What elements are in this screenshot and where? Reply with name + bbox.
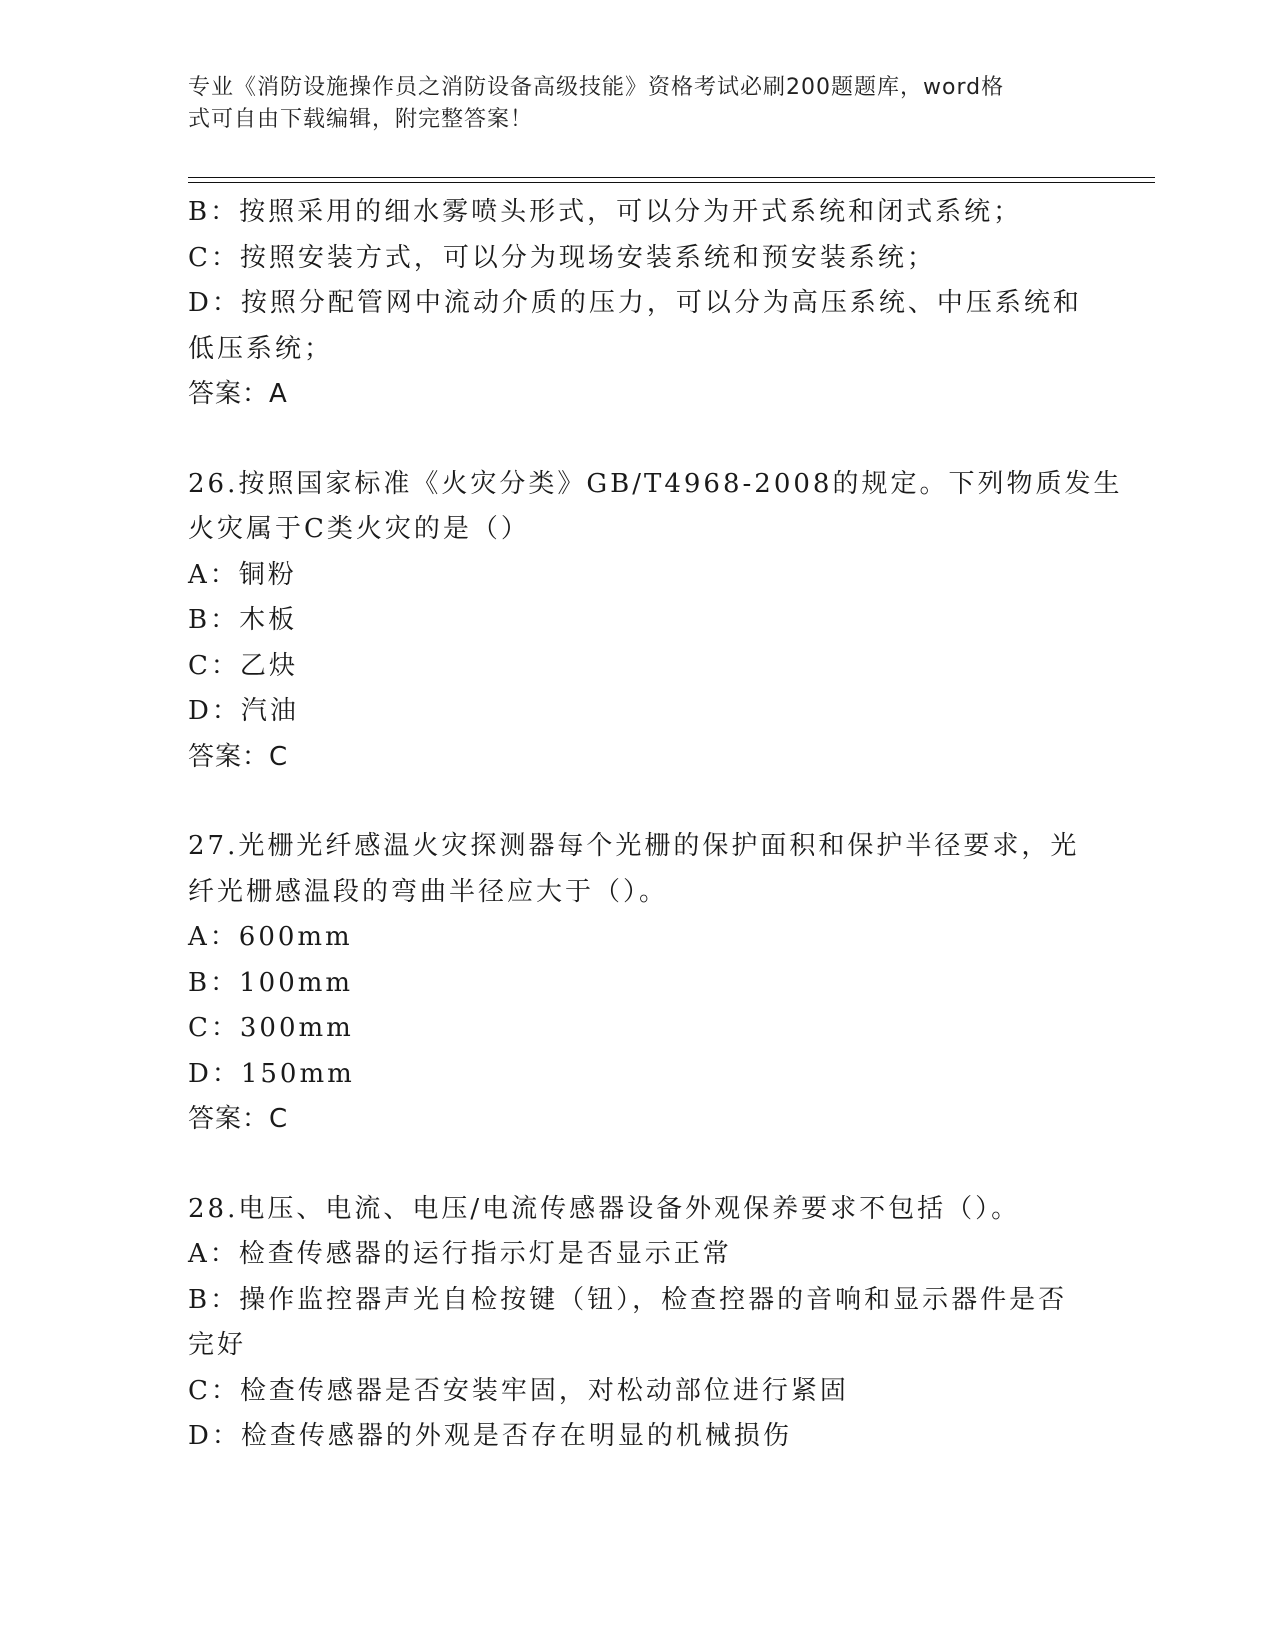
q25-option-d-line-2: 低压系统；	[188, 333, 334, 364]
q28-stem: 28.电压、电流、电压/电流传感器设备外观保养要求不包括（）。	[188, 1193, 1021, 1224]
q28-option-a: A：检查传感器的运行指示灯是否显示正常	[188, 1239, 732, 1269]
page-header	[188, 72, 1068, 136]
q25-answer: 答案：A	[188, 379, 288, 409]
q26-option-c: C：乙炔	[188, 650, 298, 681]
question-27	[188, 824, 1088, 1143]
q27-stem-line-1: 27.光栅光纤感温火灾探测器每个光栅的保护面积和保护半径要求，光	[188, 831, 1080, 861]
question-list	[188, 190, 1123, 1460]
header-rule-bottom	[188, 182, 1155, 183]
spacer	[188, 418, 1088, 462]
question-25	[188, 190, 1088, 418]
q28-option-d: D：检查传感器的外观是否存在明显的机械损伤	[188, 1421, 792, 1451]
q27-stem-line-2: 纤光栅感温段的弯曲半径应大于（）。	[188, 876, 669, 907]
q26-option-d: D：汽油	[188, 696, 299, 726]
q26-stem-line-2: 火灾属于C类火灾的是（）	[188, 514, 530, 544]
q27-option-d: D：150mm	[188, 1058, 355, 1089]
q25-option-c: C：按照安装方式，可以分为现场安装系统和预安装系统；	[188, 242, 936, 273]
q27-option-a: A：600mm	[188, 922, 353, 952]
q27-option-c: C：300mm	[188, 1013, 354, 1043]
q26-option-a: A：铜粉	[188, 559, 297, 590]
question-26	[188, 462, 1123, 781]
spacer	[188, 780, 1088, 824]
header-line-2: 式可自由下载编辑，附完整答案！	[188, 107, 534, 132]
q27-option-b: B：100mm	[188, 967, 354, 998]
q26-stem-line-1: 26.按照国家标准《火灾分类》GB/T4968-2008的规定。下列物质发生	[188, 468, 1123, 499]
q26-answer: 答案：C	[188, 741, 289, 772]
q25-option-d-line-1: D：按照分配管网中流动介质的压力，可以分为高压系统、中压系统和	[188, 288, 1082, 318]
q28-option-b-line-1: B：操作监控器声光自检按键（钮），检查控器的音响和显示器件是否	[188, 1284, 1068, 1315]
q28-option-c: C：检查传感器是否安装牢固，对松动部位进行紧固	[188, 1375, 849, 1406]
q26-option-b: B：木板	[188, 605, 298, 635]
q27-answer: 答案：C	[188, 1104, 289, 1134]
spacer	[188, 1143, 1088, 1187]
header-rule-top	[188, 177, 1155, 178]
q28-option-b-line-2: 完好	[188, 1330, 247, 1360]
q25-option-b: B：按照采用的细水雾喷头形式，可以分为开式系统和闭式系统；	[188, 197, 1023, 227]
header-line-1: 专业《消防设施操作员之消防设备高级技能》资格考试必刷200题题库，word格	[188, 75, 1005, 100]
question-28	[188, 1187, 1088, 1460]
